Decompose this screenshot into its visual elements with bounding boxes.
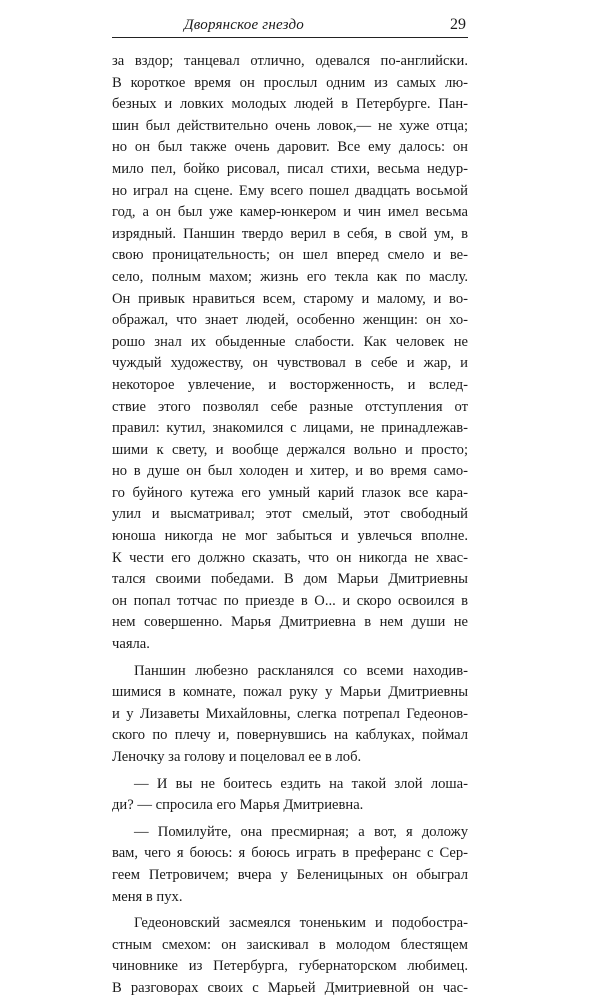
- paragraph: [112, 913, 468, 999]
- paragraph: [112, 661, 468, 769]
- text-line: В короткое время он прослыл одним из самых лю-: [112, 74, 468, 91]
- text-line: и у Лизаветы Михайловны, слегка потрепал Гедеонов-: [112, 705, 468, 722]
- text-line: за вздор; танцевал отлично, одевался по-английски.: [112, 53, 468, 69]
- text-line: В разговорах своих с Марьей Дмитриевной он час-: [112, 979, 468, 996]
- text-line: безных и ловких молодых людей в Петербурге. Пан-: [112, 96, 468, 113]
- text-line: некоторое увлечение, и восторженность, и вслед-: [112, 376, 468, 393]
- text-line: но он был также очень даровит. Все ему далось: он: [112, 139, 468, 156]
- text-line: Леночку за голову и поцеловал ее в лоб.: [112, 749, 362, 765]
- text-line: шин был действительно очень ловок,— не хуже отца;: [112, 117, 468, 134]
- text-line: ди? — спросила его Марья Дмитриевна.: [112, 797, 364, 814]
- page-number: 29: [450, 16, 466, 33]
- paragraph: [112, 774, 468, 817]
- text-line: рошо знал их обыденные слабости. Как человек не: [112, 333, 468, 350]
- text-line: вам, чего я боюсь: я боюсь играть в преферанс с Сер-: [112, 845, 468, 862]
- text-line: Он привык нравиться всем, старому и малому, и во-: [112, 290, 468, 307]
- text-line: стным смехом: он заискивал в молодом блестящем: [112, 936, 468, 953]
- text-line: свою проницательность; он шел вперед смело и ве-: [112, 247, 468, 264]
- text-line: правил: кутил, знакомился с лицами, не принадлежав-: [112, 420, 468, 437]
- paragraph: [112, 822, 468, 908]
- text-line: чуждый художеству, он чувствовал в себе и жар, и: [112, 355, 468, 372]
- text-line: год, а он был уже камер-юнкером и чин имел весьма: [112, 204, 468, 221]
- text-line: — Помилуйте, она пресмирная; а вот, я доложу: [134, 823, 468, 840]
- text-line: но играл на сцене. Ему всего пошел двадцать восьмой: [112, 182, 468, 199]
- text-line: юноша никогда не мог забыться и увлечься вполне.: [112, 528, 468, 545]
- text-line: но в душе он был холоден и хитер, и во время само-: [112, 463, 468, 480]
- text-line: — И вы не боитесь ездить на такой злой лоша-: [134, 775, 468, 792]
- text-line: ображал, что знает людей, особенно женщин: он хо-: [112, 312, 468, 329]
- text-line: ского по плечу и, повернувшись на каблуках, поймал: [112, 727, 468, 744]
- text-line: Гедеоновский засмеялся тоненьким и подобостра-: [134, 915, 468, 932]
- text-line: Паншин любезно раскланялся со всеми находив-: [134, 662, 468, 679]
- text-line: изрядный. Паншин твердо верил в себя, в свой ум, в: [112, 225, 468, 242]
- header-rule: [112, 37, 468, 38]
- text-line: чиновнике из Петербурга, губернаторском любимец.: [112, 958, 468, 975]
- text-line: го буйного кутежа его умный карий глазок все кара-: [112, 484, 468, 501]
- body-text: [112, 51, 468, 1000]
- text-line: меня в пух.: [112, 888, 183, 905]
- text-line: улил и высматривал; этот смелый, этот свободный: [112, 506, 468, 523]
- text-line: шимися в комнате, пожал руку у Марьи Дмитриевны: [112, 684, 468, 701]
- text-line: мило пел, бойко рисовал, писал стихи, весьма недур-: [112, 160, 468, 177]
- text-line: чаяла.: [112, 636, 150, 653]
- running-header: [112, 14, 468, 38]
- text-line: село, полным махом; жизнь его текла как по маслу.: [112, 268, 468, 285]
- text-line: он попал тотчас по приезде в О... и скоро освоился в: [112, 592, 468, 609]
- text-line: нем совершенно. Марья Дмитриевна в нем души не: [112, 614, 468, 631]
- text-line: геем Петровичем; вчера у Беленицыных он обыграл: [112, 866, 468, 883]
- text-line: тался своими победами. В дом Марьи Дмитриевны: [112, 571, 468, 588]
- text-line: К чести его должно сказать, что он никогда не хвас-: [112, 549, 468, 566]
- paragraph: [112, 51, 468, 656]
- text-line: шими к свету, и вообще держался вольно и просто;: [112, 441, 468, 458]
- text-line: ствие этого позволял себе разные отступления от: [112, 398, 468, 415]
- running-title: Дворянское гнездо: [184, 17, 304, 33]
